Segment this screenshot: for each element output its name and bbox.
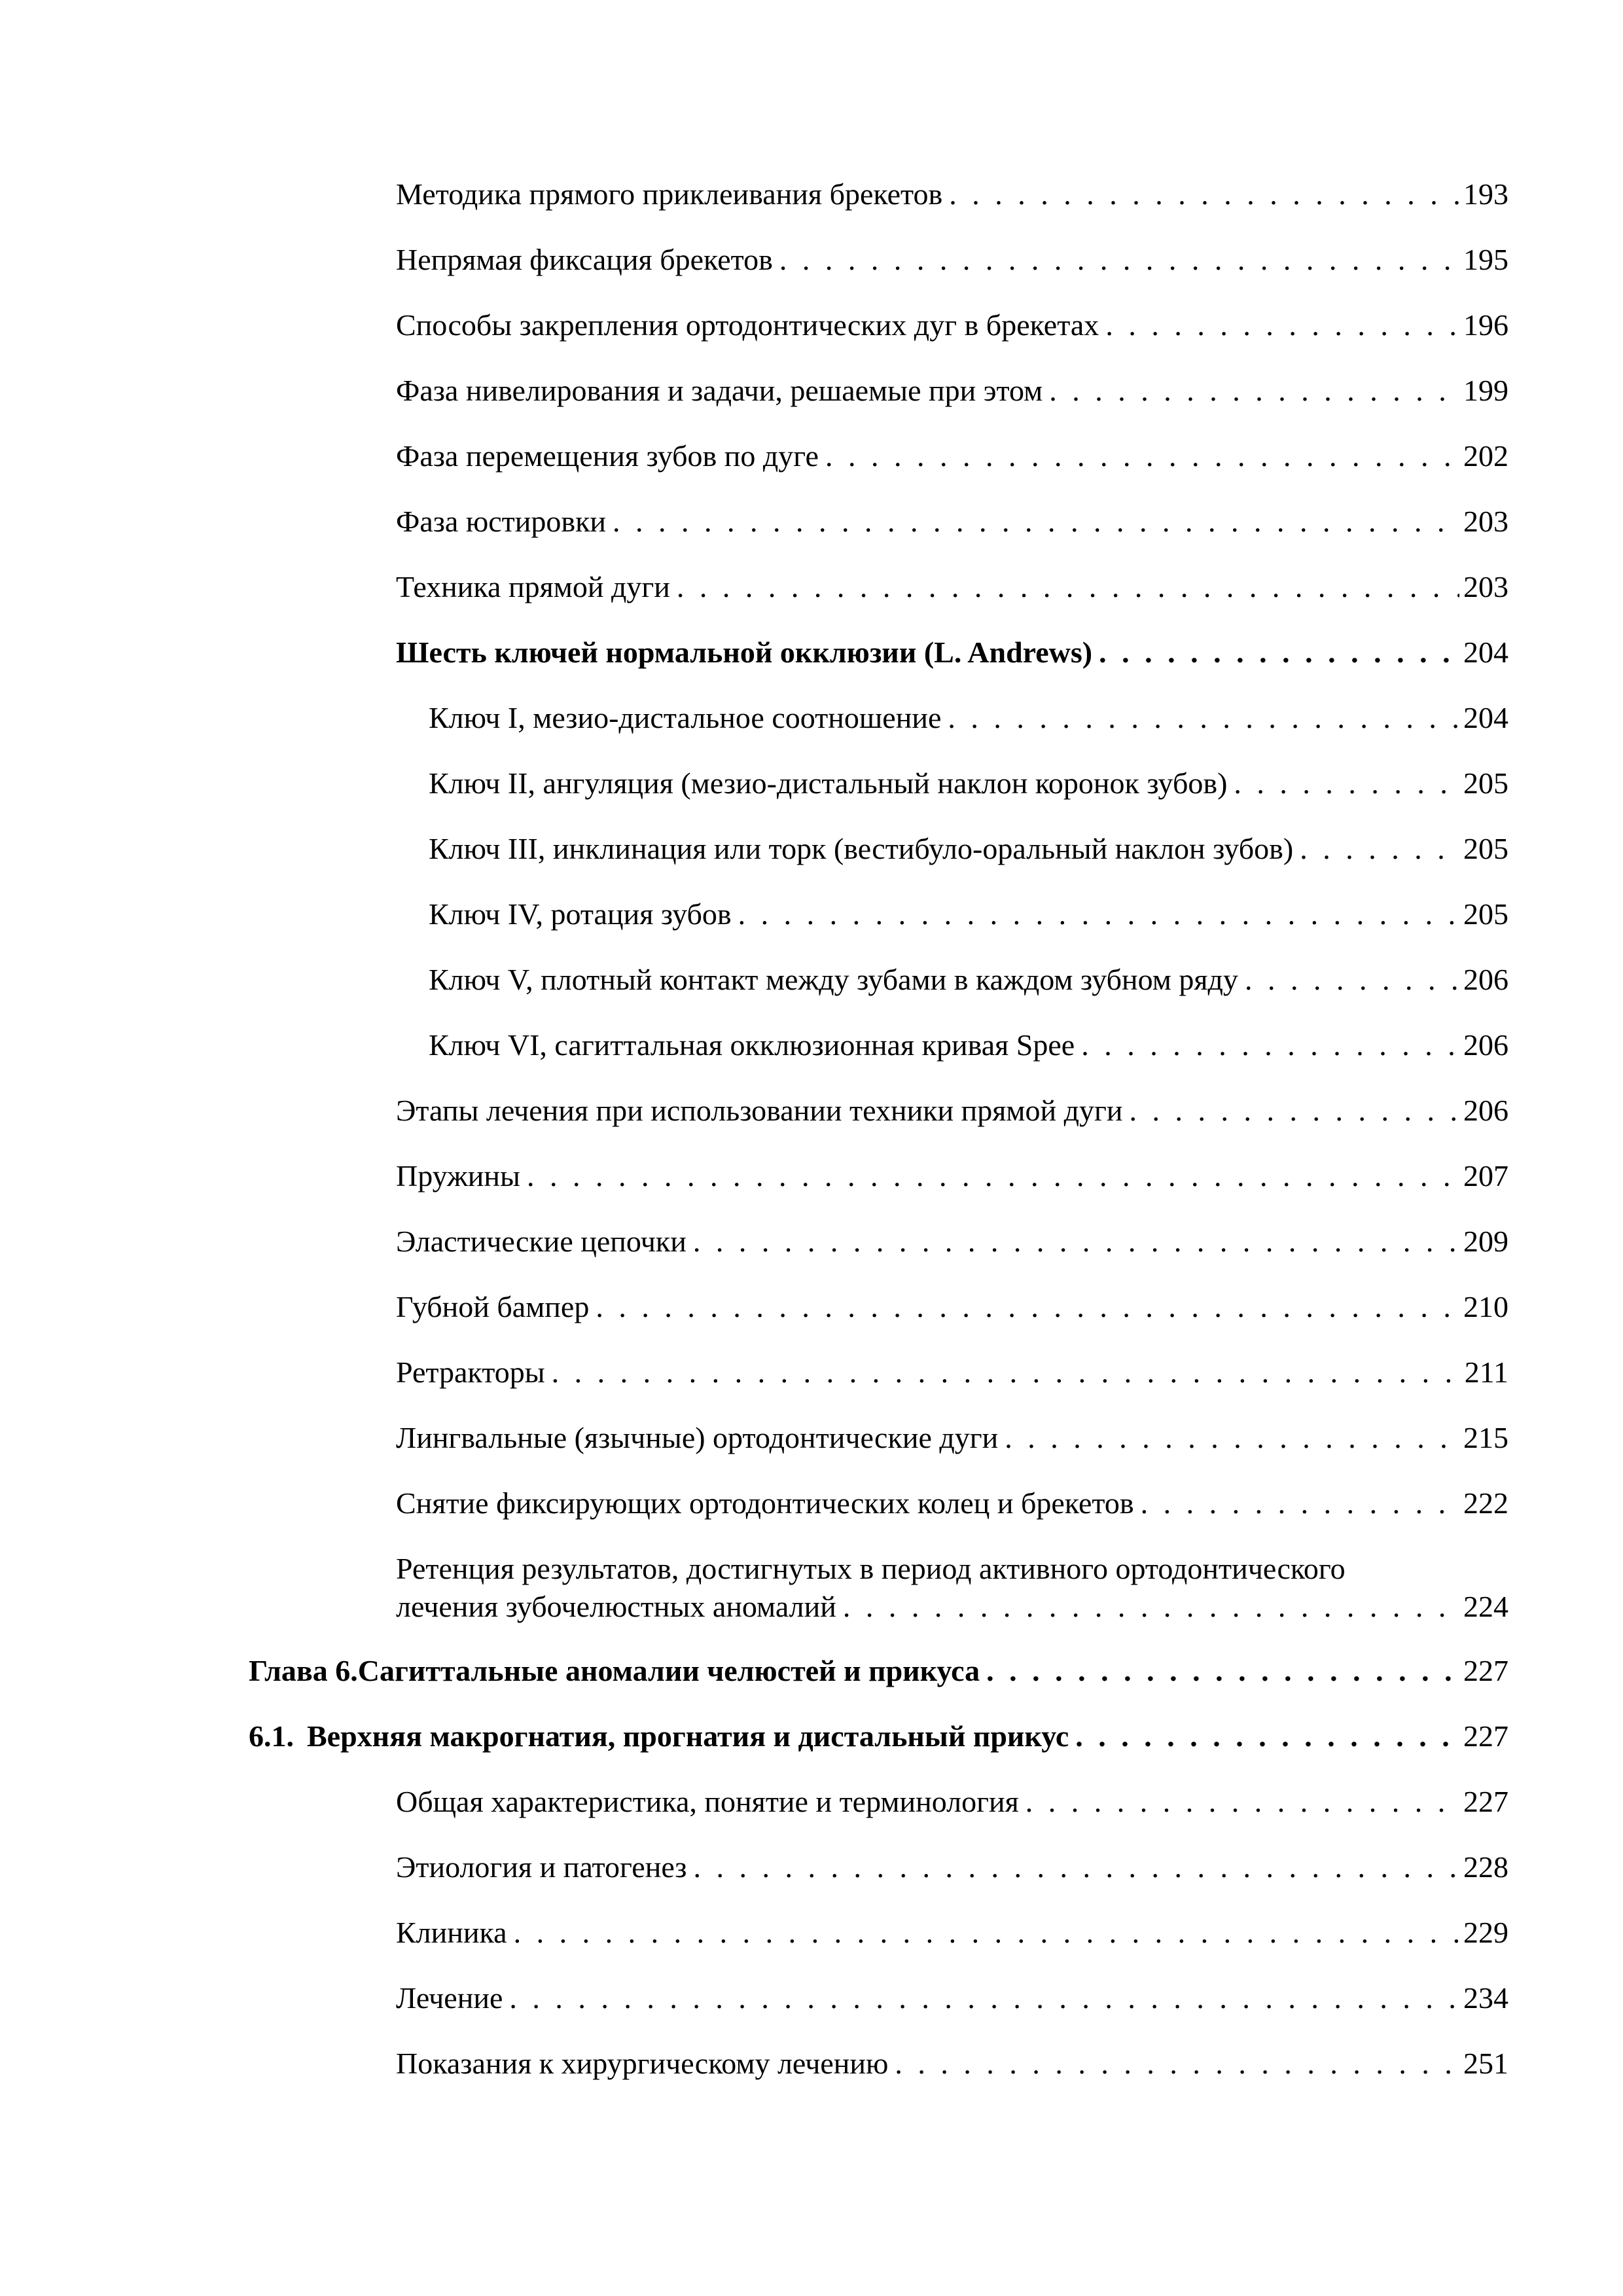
toc-entry[interactable]	[396, 1979, 1508, 2017]
toc-entry[interactable]	[396, 241, 1508, 279]
toc-entry-title: Ключ II, ангуляция (мезио-дистальный наклон коронок зубов)	[429, 766, 1228, 800]
toc-entry-title: Ключ V, плотный контакт между зубами в каждом зубном ряду	[429, 963, 1238, 996]
toc-subentry[interactable]	[429, 1026, 1508, 1064]
dot-leader	[1005, 1419, 1459, 1457]
toc-entry[interactable]	[396, 1354, 1508, 1391]
toc-entry-title: Этиология и патогенез	[396, 1850, 687, 1884]
toc-entry[interactable]	[396, 1848, 1508, 1886]
dot-leader	[1049, 372, 1459, 410]
toc-entry-title: Лингвальные (язычные) ортодонтические дуги	[396, 1421, 999, 1454]
toc-entry-title: Губной бампер	[396, 1290, 590, 1323]
toc-entry-page: 204	[1463, 636, 1508, 669]
dot-leader	[1026, 1783, 1459, 1821]
toc-entry-title: Лечение	[396, 1981, 503, 2015]
toc-entry-title: Клиника	[396, 1916, 507, 1949]
dot-leader	[1130, 1092, 1459, 1130]
toc-entry-page: 205	[1463, 897, 1508, 931]
toc-entry-page: 203	[1463, 570, 1508, 603]
toc-entry-page: 206	[1463, 963, 1508, 996]
toc-entry-title: Сагиттальные аномалии челюстей и прикуса	[357, 1654, 980, 1687]
toc-entry-title: Верхняя макрогнатия, прогнатия и дистальный прикус	[307, 1719, 1069, 1753]
toc-entry-title-line2: лечения зубочелюстных аномалий	[396, 1590, 836, 1623]
dot-leader	[1300, 830, 1459, 868]
toc-entry[interactable]	[396, 372, 1508, 410]
toc-entry-bold[interactable]	[396, 634, 1508, 672]
toc-entry-title: Непрямая фиксация брекетов	[396, 243, 773, 276]
toc-entry-page: 202	[1463, 439, 1508, 473]
toc-entry[interactable]	[396, 1914, 1508, 1952]
dot-leader	[1075, 1717, 1459, 1755]
dot-leader	[514, 1914, 1459, 1952]
toc-entry-page: 211	[1464, 1355, 1508, 1389]
toc-entry-page: 193	[1463, 177, 1508, 211]
toc-entry[interactable]	[396, 1092, 1508, 1130]
dot-leader	[527, 1157, 1459, 1195]
toc-entry-title: Этапы лечения при использовании техники прямой дуги	[396, 1094, 1123, 1127]
dot-leader	[613, 503, 1459, 541]
dot-leader	[677, 568, 1459, 606]
dot-leader	[552, 1354, 1461, 1391]
toc-chapter-entry[interactable]	[249, 1652, 1508, 1690]
toc-entry-title: Техника прямой дуги	[396, 570, 670, 603]
dot-leader	[949, 175, 1459, 213]
section-number: 6.1.	[249, 1719, 294, 1753]
toc-entry-page: 224	[1463, 1590, 1508, 1623]
toc-entry-page: 206	[1463, 1094, 1508, 1127]
dot-leader	[596, 1288, 1459, 1326]
toc-entry-page: 203	[1463, 505, 1508, 538]
toc-subentry[interactable]	[429, 895, 1508, 933]
toc-entry[interactable]	[396, 1288, 1508, 1326]
toc-entry-title: Фаза перемещения зубов по дуге	[396, 439, 819, 473]
toc-entry[interactable]	[396, 1223, 1508, 1261]
chapter-number: Глава 6.	[249, 1654, 358, 1687]
toc-entry-page: 251	[1463, 2047, 1508, 2080]
toc-entry-page: 204	[1463, 701, 1508, 734]
toc-subentry[interactable]	[429, 699, 1508, 737]
toc-entry-page: 229	[1463, 1916, 1508, 1949]
dot-leader	[1141, 1484, 1459, 1522]
toc-entry[interactable]	[396, 175, 1508, 213]
dot-leader	[1105, 306, 1459, 344]
toc-entry[interactable]	[396, 437, 1508, 475]
toc-entry-page: 199	[1463, 374, 1508, 407]
toc-entry-page: 205	[1463, 766, 1508, 800]
toc-entry-title: Ключ III, инклинация или торк (вестибуло-оральный наклон зубов)	[429, 832, 1294, 865]
toc-entry-title: Шесть ключей нормальной окклюзии (L. Andrews)	[396, 636, 1093, 669]
toc-entry-title: Способы закрепления ортодонтических дуг в брекетах	[396, 308, 1099, 342]
toc-entry-title: Общая характеристика, понятие и терминология	[396, 1785, 1019, 1818]
dot-leader	[779, 241, 1459, 279]
toc-entry-page: 228	[1463, 1850, 1508, 1884]
toc-entry-title: Пружины	[396, 1159, 520, 1193]
toc-entry[interactable]	[396, 1419, 1508, 1457]
toc-subentry[interactable]	[429, 830, 1508, 868]
toc-entry[interactable]	[396, 503, 1508, 541]
toc-entry-title: Ключ I, мезио-дистальное соотношение	[429, 701, 942, 734]
toc-entry-title: Фаза юстировки	[396, 505, 607, 538]
dot-leader	[693, 1223, 1459, 1261]
dot-leader	[1245, 961, 1459, 999]
toc-entry[interactable]	[396, 2045, 1508, 2083]
toc-entry[interactable]	[396, 306, 1508, 344]
toc-entry-page: 227	[1463, 1719, 1508, 1753]
toc-subentry[interactable]	[429, 961, 1508, 999]
toc-entry[interactable]	[396, 1783, 1508, 1821]
toc-entry-title: Эластические цепочки	[396, 1225, 687, 1258]
toc-entry[interactable]	[396, 1157, 1508, 1195]
toc-entry-page: 206	[1463, 1028, 1508, 1062]
toc-entry-title: Ключ VI, сагиттальная окклюзионная кривая Spee	[429, 1028, 1075, 1062]
toc-entry-page: 207	[1463, 1159, 1508, 1193]
dot-leader	[895, 2045, 1459, 2083]
dot-leader	[948, 699, 1459, 737]
toc-entry-title: Показания к хирургическому лечению	[396, 2047, 889, 2080]
toc-entry-page: 195	[1463, 243, 1508, 276]
toc-entry-title: Ретракторы	[396, 1355, 545, 1389]
toc-section-entry[interactable]	[249, 1717, 1508, 1755]
dot-leader	[738, 895, 1459, 933]
toc-entry[interactable]	[396, 1484, 1508, 1522]
toc-entry[interactable]	[396, 568, 1508, 606]
toc-entry-title: Методика прямого приклеивания брекетов	[396, 177, 943, 211]
toc-entry-title: Снятие фиксирующих ортодонтических колец и брекетов	[396, 1486, 1134, 1520]
toc-entry-page: 196	[1463, 308, 1508, 342]
dot-leader	[1099, 634, 1459, 672]
dot-leader	[843, 1588, 1459, 1626]
dot-leader	[1234, 764, 1459, 802]
toc-entry-page: 209	[1463, 1225, 1508, 1258]
toc-entry-page: 222	[1463, 1486, 1508, 1520]
dot-leader	[986, 1652, 1459, 1690]
toc-entry-title: Ключ IV, ротация зубов	[429, 897, 732, 931]
toc-entry-page: 227	[1463, 1785, 1508, 1818]
dot-leader	[693, 1848, 1459, 1886]
dot-leader	[1081, 1026, 1459, 1064]
toc-subentry[interactable]	[429, 764, 1508, 802]
dot-leader	[509, 1979, 1459, 2017]
toc-entry-page: 215	[1463, 1421, 1508, 1454]
toc-entry-title: Фаза нивелирования и задачи, решаемые при этом	[396, 374, 1043, 407]
toc-entry-page: 234	[1463, 1981, 1508, 2015]
toc-entry-page: 210	[1463, 1290, 1508, 1323]
toc-entry-page: 227	[1463, 1654, 1508, 1687]
dot-leader	[825, 437, 1459, 475]
toc-entry-page: 205	[1463, 832, 1508, 865]
toc-entry-multiline[interactable]	[396, 1550, 1508, 1626]
toc-entry-title-line1: Ретенция результатов, достигнутых в период активного ортодонтического	[396, 1552, 1346, 1585]
